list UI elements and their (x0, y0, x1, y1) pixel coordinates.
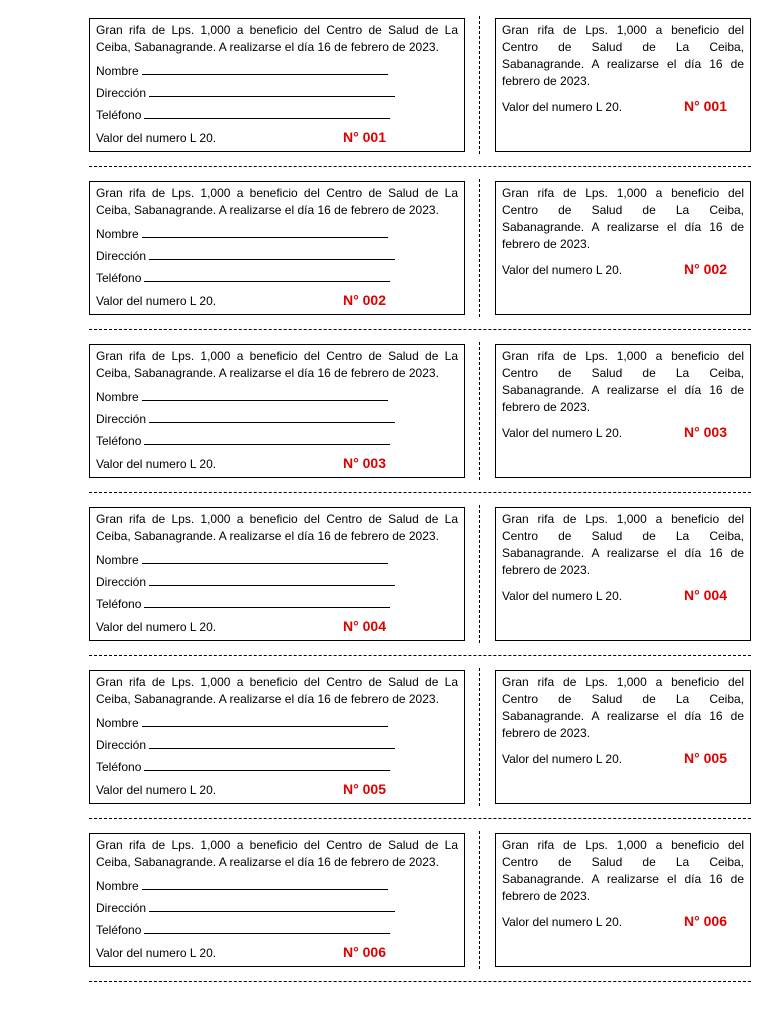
stub-description: Gran rifa de Lps. 1,000 a beneficio del Centro de Salud de La Ceiba, Sabanagrande. A realizarse el día 16 de febrero de 2023. (96, 675, 458, 706)
stub-field-line[interactable] (144, 270, 390, 282)
stub-field-line[interactable] (142, 389, 388, 401)
stub-number: N° 003 (343, 455, 386, 471)
stub-field-line[interactable] (144, 433, 390, 445)
ticket-value-line (502, 424, 727, 440)
raffle-stub (89, 181, 465, 315)
stub-description: Gran rifa de Lps. 1,000 a beneficio del Centro de Salud de La Ceiba, Sabanagrande. A realizarse el día 16 de febrero de 2023. (96, 512, 458, 543)
stub-value-line (96, 618, 386, 634)
stub-field-2 (96, 596, 458, 611)
stub-field-label: Dirección (96, 575, 147, 589)
ticket-description: Gran rifa de Lps. 1,000 a beneficio del Centro de Salud de La Ceiba, Sabanagrande. A realizarse el día 16 de febrero de 2023. (502, 349, 744, 414)
stub-field-label: Nombre (96, 879, 139, 893)
ticket-value-line (502, 587, 727, 603)
raffle-stub (89, 18, 465, 152)
raffle-row (0, 163, 768, 325)
ticket-description: Gran rifa de Lps. 1,000 a beneficio del Centro de Salud de La Ceiba, Sabanagrande. A realizarse el día 16 de febrero de 2023. (502, 23, 744, 88)
stub-value-line (96, 944, 386, 960)
stub-field-label: Dirección (96, 249, 147, 263)
stub-field-2 (96, 107, 458, 122)
ticket-value-label: Valor del numero L 20. (502, 100, 623, 114)
stub-field-line[interactable] (149, 85, 395, 97)
cut-line-vertical (479, 831, 480, 969)
stub-value-line (96, 129, 386, 145)
cut-line-vertical (479, 505, 480, 643)
stub-field-1 (96, 574, 458, 589)
ticket-value-label: Valor del numero L 20. (502, 752, 623, 766)
stub-number: N° 001 (343, 129, 386, 145)
stub-field-label: Dirección (96, 901, 147, 915)
stub-field-label: Teléfono (96, 271, 142, 285)
stub-field-label: Nombre (96, 64, 139, 78)
ticket-value-line (502, 261, 727, 277)
stub-field-line[interactable] (142, 63, 388, 75)
stub-description: Gran rifa de Lps. 1,000 a beneficio del Centro de Salud de La Ceiba, Sabanagrande. A realizarse el día 16 de febrero de 2023. (96, 838, 458, 869)
stub-field-1 (96, 85, 458, 100)
ticket-number: N° 006 (684, 913, 727, 929)
stub-value-label: Valor del numero L 20. (96, 783, 217, 797)
ticket-number: N° 002 (684, 261, 727, 277)
ticket-value-label: Valor del numero L 20. (502, 263, 623, 277)
raffle-row (0, 489, 768, 651)
raffle-ticket (495, 181, 751, 315)
stub-field-label: Teléfono (96, 923, 142, 937)
stub-field-label: Nombre (96, 553, 139, 567)
stub-field-line[interactable] (149, 900, 395, 912)
stub-field-0 (96, 63, 458, 78)
stub-field-0 (96, 878, 458, 893)
raffle-stub (89, 833, 465, 967)
stub-field-line[interactable] (144, 759, 390, 771)
ticket-value-label: Valor del numero L 20. (502, 426, 623, 440)
stub-value-label: Valor del numero L 20. (96, 457, 217, 471)
ticket-description: Gran rifa de Lps. 1,000 a beneficio del Centro de Salud de La Ceiba, Sabanagrande. A realizarse el día 16 de febrero de 2023. (502, 838, 744, 903)
stub-field-label: Nombre (96, 716, 139, 730)
stub-number: N° 005 (343, 781, 386, 797)
cut-line-vertical (479, 668, 480, 806)
stub-field-line[interactable] (142, 552, 388, 564)
stub-field-label: Nombre (96, 390, 139, 404)
stub-value-line (96, 781, 386, 797)
stub-field-line[interactable] (149, 737, 395, 749)
stub-value-label: Valor del numero L 20. (96, 946, 217, 960)
ticket-value-label: Valor del numero L 20. (502, 915, 623, 929)
ticket-description: Gran rifa de Lps. 1,000 a beneficio del Centro de Salud de La Ceiba, Sabanagrande. A realizarse el día 16 de febrero de 2023. (502, 512, 744, 577)
stub-number: N° 004 (343, 618, 386, 634)
raffle-row (0, 652, 768, 814)
ticket-value-line (502, 98, 727, 114)
raffle-ticket (495, 344, 751, 478)
stub-value-line (96, 292, 386, 308)
stub-field-label: Nombre (96, 227, 139, 241)
stub-field-label: Teléfono (96, 108, 142, 122)
stub-field-0 (96, 226, 458, 241)
stub-field-line[interactable] (144, 922, 390, 934)
stub-description: Gran rifa de Lps. 1,000 a beneficio del Centro de Salud de La Ceiba, Sabanagrande. A realizarse el día 16 de febrero de 2023. (96, 349, 458, 380)
stub-field-1 (96, 900, 458, 915)
ticket-number: N° 001 (684, 98, 727, 114)
stub-field-1 (96, 411, 458, 426)
stub-field-label: Teléfono (96, 597, 142, 611)
stub-field-line[interactable] (142, 715, 388, 727)
cut-line-vertical (479, 16, 480, 154)
stub-field-0 (96, 552, 458, 567)
stub-field-2 (96, 270, 458, 285)
ticket-description: Gran rifa de Lps. 1,000 a beneficio del Centro de Salud de La Ceiba, Sabanagrande. A realizarse el día 16 de febrero de 2023. (502, 675, 744, 740)
stub-field-2 (96, 922, 458, 937)
cut-line-vertical (479, 342, 480, 480)
raffle-stub (89, 344, 465, 478)
stub-value-label: Valor del numero L 20. (96, 131, 217, 145)
stub-field-0 (96, 715, 458, 730)
raffle-row (0, 0, 768, 162)
raffle-ticket (495, 507, 751, 641)
raffle-ticket (495, 670, 751, 804)
stub-number: N° 002 (343, 292, 386, 308)
stub-field-2 (96, 759, 458, 774)
stub-field-line[interactable] (144, 107, 390, 119)
raffle-ticket (495, 18, 751, 152)
raffle-ticket (495, 833, 751, 967)
stub-field-line[interactable] (149, 411, 395, 423)
raffle-row (0, 326, 768, 488)
ticket-number: N° 003 (684, 424, 727, 440)
ticket-description: Gran rifa de Lps. 1,000 a beneficio del Centro de Salud de La Ceiba, Sabanagrande. A realizarse el día 16 de febrero de 2023. (502, 186, 744, 251)
stub-field-label: Dirección (96, 412, 147, 426)
ticket-value-label: Valor del numero L 20. (502, 589, 623, 603)
stub-field-line[interactable] (149, 248, 395, 260)
stub-number: N° 006 (343, 944, 386, 960)
ticket-value-line (502, 913, 727, 929)
stub-field-label: Teléfono (96, 434, 142, 448)
stub-field-line[interactable] (144, 596, 390, 608)
stub-value-label: Valor del numero L 20. (96, 620, 217, 634)
stub-field-0 (96, 389, 458, 404)
cut-line-vertical (479, 179, 480, 317)
raffle-stub (89, 670, 465, 804)
stub-field-2 (96, 433, 458, 448)
stub-field-line[interactable] (142, 878, 388, 890)
stub-value-label: Valor del numero L 20. (96, 294, 217, 308)
stub-value-line (96, 455, 386, 471)
stub-field-label: Teléfono (96, 760, 142, 774)
stub-field-1 (96, 248, 458, 263)
ticket-number: N° 005 (684, 750, 727, 766)
stub-description: Gran rifa de Lps. 1,000 a beneficio del Centro de Salud de La Ceiba, Sabanagrande. A realizarse el día 16 de febrero de 2023. (96, 186, 458, 217)
stub-field-label: Dirección (96, 738, 147, 752)
stub-field-line[interactable] (149, 574, 395, 586)
raffle-stub (89, 507, 465, 641)
cut-line-horizontal (89, 981, 751, 982)
stub-field-label: Dirección (96, 86, 147, 100)
stub-field-1 (96, 737, 458, 752)
ticket-number: N° 004 (684, 587, 727, 603)
ticket-value-line (502, 750, 727, 766)
stub-description: Gran rifa de Lps. 1,000 a beneficio del Centro de Salud de La Ceiba, Sabanagrande. A realizarse el día 16 de febrero de 2023. (96, 23, 458, 54)
raffle-row (0, 815, 768, 977)
stub-field-line[interactable] (142, 226, 388, 238)
